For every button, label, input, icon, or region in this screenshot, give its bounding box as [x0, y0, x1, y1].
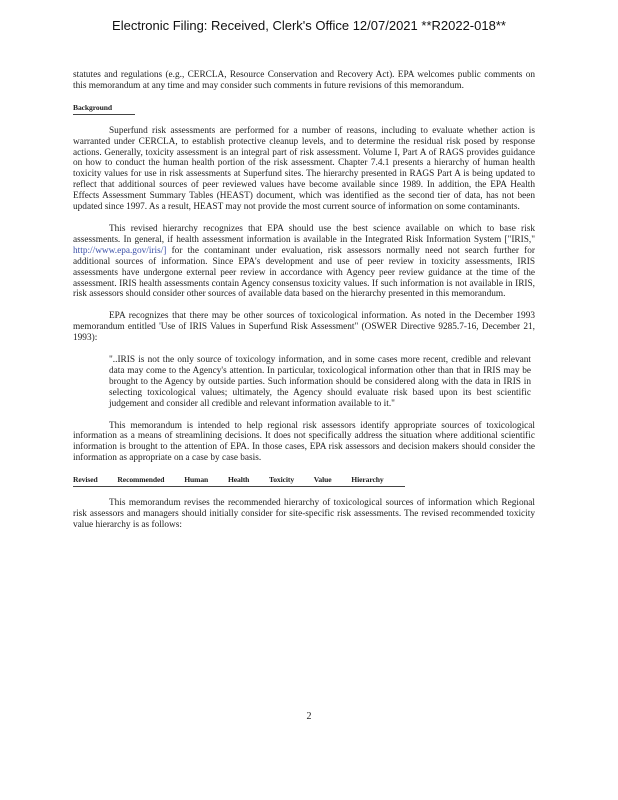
intended-paragraph: This memorandum is intended to help regional risk assessors identify appropriate sources of toxicological information as a means of streamlining decisions. It does not specifically address the situation where additional scientific information is brought to the attention of EPA. In those cases, EPA risk assessors and decision makers should consider the information as appropriate on a case by case basis.	[73, 420, 535, 464]
recognizes-paragraph: EPA recognizes that there may be other sources of toxicological information. As noted in the December 1993 memorandum entitled 'Use of IRIS Values in Superfund Risk Assessment" (OSWER Directive 9285.7-16, December 21, 1993):	[73, 311, 535, 344]
intro-paragraph: statutes and regulations (e.g., CERCLA, Resource Conservation and Recovery Act). EPA welcomes public comments on this memorandum at any time and may consider such comments in future revisions of this memorandum.	[73, 70, 535, 91]
block-quote: "..IRIS is not the only source of toxicology information, and in some cases more recent, credible and relevant data may come to the Agency's attention. In particular, toxicological information other than that in IRIS may be brought to the Agency by outside parties. Such information should be considered along with the data in IRIS in selecting toxicological values; ultimately, the Agency should evaluate risk based upon its best scientific judgement and consider all credible and relevant information available to it."	[109, 355, 531, 409]
spacer	[73, 344, 535, 355]
hierarchy-text-a: This revised hierarchy recognizes that EPA should use the best science available on which to base risk assessments. In general, if health assessment information is available in the Integrated Risk Information System ["IRIS,"	[73, 223, 535, 245]
spacer	[73, 464, 535, 475]
background-heading: Background	[73, 103, 135, 115]
spacer	[73, 410, 535, 421]
spacer	[73, 115, 535, 126]
spacer	[73, 213, 535, 224]
superfund-paragraph: Superfund risk assessments are performed for a number of reasons, including to evaluate whether action is warranted under CERCLA, to establish protective cleanup levels, and to determine the residual risk posed by response actions. Generally, toxicity assessment is an integral part of risk assessment. Volume I, Part A of RAGS provides guidance on how to conduct the human health portion of the risk assessment. Chapter 7.4.1 presents a hierarchy of human health toxicity values for use in risk assessments at Superfund sites. The hierarchy presented in RAGS Part A is being updated to reflect that additional sources of peer reviewed values have become available since 1989. In addition, the EPA Health Effects Assessment Summary Tables (HEAST) document, which was identified as the second tier of data, has not been updated since 1997. As a result, HEAST may not provide the most current source of information on some contaminants.	[73, 125, 535, 213]
document-body	[73, 70, 535, 531]
revises-paragraph: This memorandum revises the recommended hierarchy of toxicological sources of information which Regional risk assessors and managers should initially consider for site-specific risk assessments. The revised recommended toxicity value hierarchy is as follows:	[73, 498, 535, 530]
iris-link[interactable]: http://www.epa.gov/iris/]	[73, 245, 167, 256]
revised-hierarchy-heading: Revised Recommended Human Health Toxicity Value Hierarchy	[73, 475, 405, 487]
page-number: 2	[306, 711, 312, 722]
spacer	[73, 300, 535, 311]
hierarchy-paragraph	[73, 224, 535, 300]
spacer	[73, 487, 535, 498]
spacer	[73, 92, 535, 103]
filing-stamp: Electronic Filing: Received, Clerk's Office 12/07/2021 **R2022-018**	[112, 18, 506, 33]
hierarchy-text-b: for the contaminant under evaluation, risk assessors normally need not search further for additional sources of information. Since EPA's development and use of peer review in toxicity assessments, IRIS assessments have undergone external peer review in accordance with Agency peer review guidance at the time of the assessment. IRIS health assessments contain Agency consensus toxicity values. If such information is not available in IRIS, risk assessors should consider other sources of available data based on the hierarchy presented in this memorandum.	[73, 245, 535, 300]
